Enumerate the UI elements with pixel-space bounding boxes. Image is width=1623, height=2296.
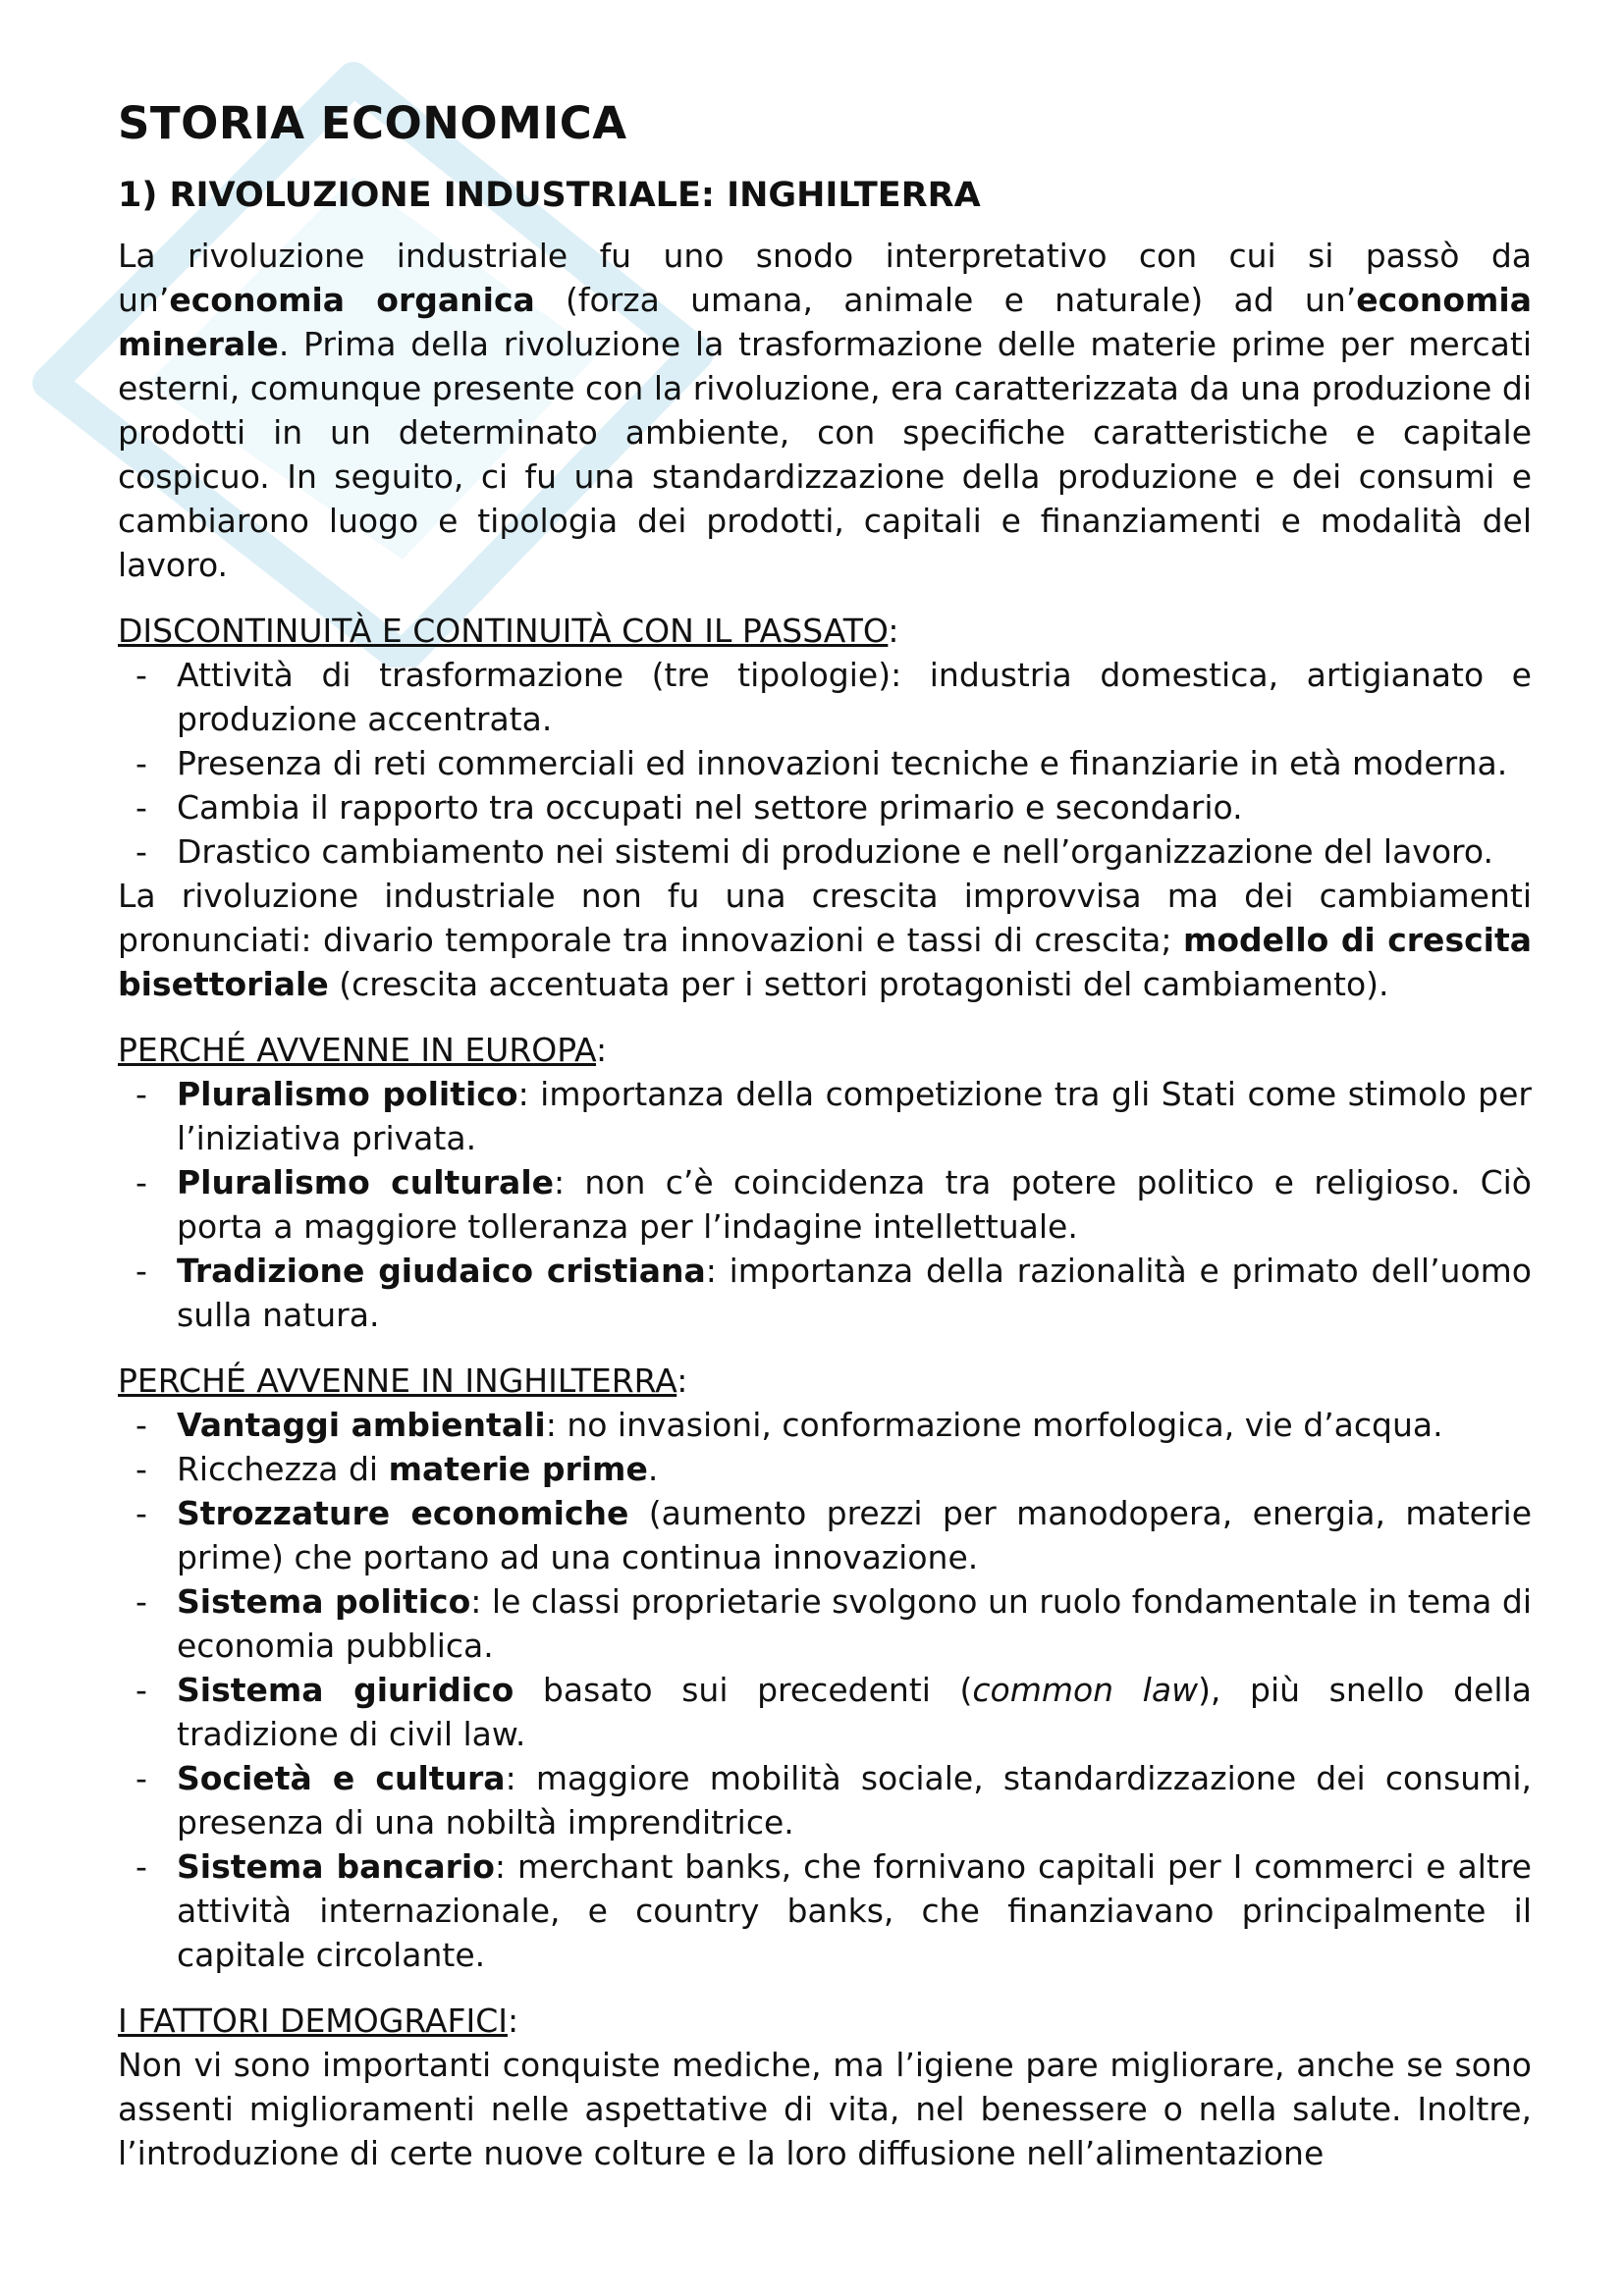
- list-item: - Ricchezza di materie prime.: [118, 1447, 1532, 1491]
- list-item: - Cambia il rapporto tra occupati nel settore primario e secondario.: [118, 785, 1532, 829]
- europa-list: [118, 1072, 1532, 1337]
- demografici-paragraph: Non vi sono importanti conquiste mediche, ma l’igiene pare migliorare, anche se sono assenti miglioramenti nelle aspettative di vita, nel benessere o nella salute. Inoltre, l’introduzione di certe nuove colture e la loro diffusione nell’alimentazione: [118, 2046, 1532, 2172]
- subheading-europa: PERCHÉ AVVENNE IN EUROPA:: [118, 1031, 608, 1069]
- list-item: - Sistema giuridico basato sui precedenti (common law), più snello della tradizione di civil law.: [118, 1668, 1532, 1756]
- document-title: STORIA ECONOMICA: [118, 97, 627, 149]
- document-page: [118, 94, 1532, 2175]
- list-item: - Pluralismo politico: importanza della competizione tra gli Stati come stimolo per l’iniziativa privata.: [118, 1072, 1532, 1160]
- subheading-demografici: I FATTORI DEMOGRAFICI:: [118, 2002, 519, 2040]
- intro-paragraph: La rivoluzione industriale fu uno snodo interpretativo con cui si passò da un’economia organica (forza umana, animale e naturale) ad un’economia minerale. Prima della rivoluzione la trasformazione delle materie prime per mercati esterni, comunque presente con la rivoluzione, era caratterizzata da una produzione di prodotti in un determinato ambiente, con specifiche caratteristiche e capitale cospicuo. In seguito, ci fu una standardizzazione della produzione e dei consumi e cambiarono luogo e tipologia dei prodotti, capitali e finanziamenti e modalità del lavoro.: [118, 237, 1532, 584]
- list-item: - Tradizione giudaico cristiana: importanza della razionalità e primato dell’uomo sulla natura.: [118, 1249, 1532, 1337]
- list-item: - Drastico cambiamento nei sistemi di produzione e nell’organizzazione del lavoro.: [118, 829, 1532, 874]
- subheading-discontinuita: DISCONTINUITÀ E CONTINUITÀ CON IL PASSATO:: [118, 612, 899, 650]
- list-item: - Sistema bancario: merchant banks, che fornivano capitali per I commerci e altre attività internazionale, e country banks, che finanziavano principalmente il capitale circolante.: [118, 1844, 1532, 1977]
- discontinuita-paragraph: La rivoluzione industriale non fu una crescita improvvisa ma dei cambiamenti pronunciati: divario temporale tra innovazioni e tassi di crescita; modello di crescita bisettoriale (crescita accentuata per i settori protagonisti del cambiamento).: [118, 877, 1532, 1003]
- section-heading: 1) RIVOLUZIONE INDUSTRIALE: INGHILTERRA: [118, 176, 981, 215]
- list-item: - Società e cultura: maggiore mobilità sociale, standardizzazione dei consumi, presenza di una nobiltà imprenditrice.: [118, 1756, 1532, 1844]
- list-item: - Sistema politico: le classi proprietarie svolgono un ruolo fondamentale in tema di economia pubblica.: [118, 1579, 1532, 1668]
- list-item: - Vantaggi ambientali: no invasioni, conformazione morfologica, vie d’acqua.: [118, 1403, 1532, 1447]
- discontinuita-list: [118, 653, 1532, 874]
- inghilterra-list: [118, 1403, 1532, 1977]
- list-item: - Strozzature economiche (aumento prezzi per manodopera, energia, materie prime) che portano ad una continua innovazione.: [118, 1491, 1532, 1579]
- list-item: - Attività di trasformazione (tre tipologie): industria domestica, artigianato e produzione accentrata.: [118, 653, 1532, 741]
- subheading-inghilterra: PERCHÉ AVVENNE IN INGHILTERRA:: [118, 1362, 688, 1400]
- list-item: - Presenza di reti commerciali ed innovazioni tecniche e finanziarie in età moderna.: [118, 741, 1532, 785]
- list-item: - Pluralismo culturale: non c’è coincidenza tra potere politico e religioso. Ciò porta a maggiore tolleranza per l’indagine intellettuale.: [118, 1160, 1532, 1249]
